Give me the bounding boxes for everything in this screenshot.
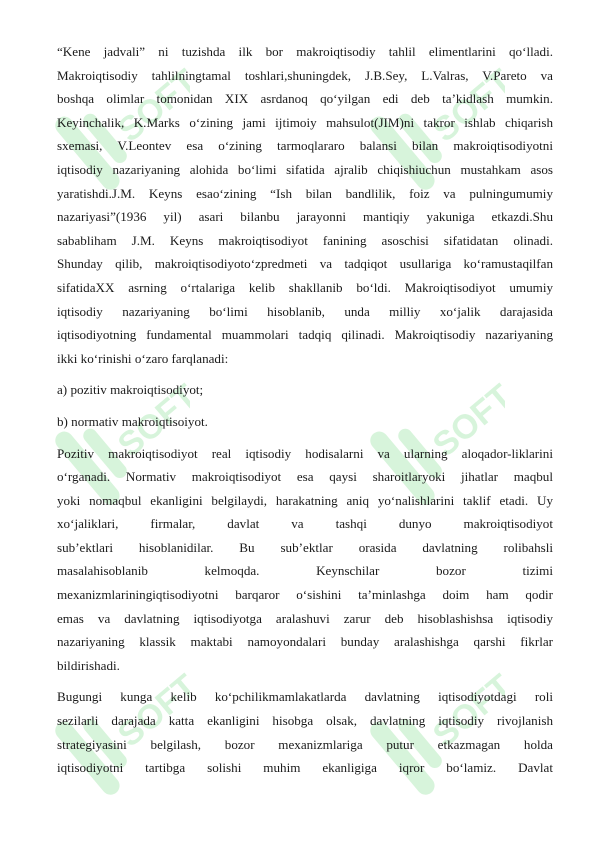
- text-line: nazariyasi”(1936 yil) asari bilanbu jarayonni mantiqiy yakuniga etkazdi.Shu: [57, 209, 553, 225]
- text-line: masalahisoblanib kelmoqda. Keynschilar bozor tizimi: [57, 563, 553, 579]
- svg-text:SOFT: SOFT: [110, 667, 190, 755]
- text-line: sxemasi, V.Leontev esa o‘zining tarmoqlararo balansi bilan makroiqtisodiyotni: [57, 138, 553, 154]
- text-line: a) pozitiv makroiqtisodiyot;: [57, 382, 204, 398]
- text-line: Keyinchalik, K.Marks o‘zining jami ijtimoiy mahsulot(JIM)ni takror ishlab chiqarish: [57, 114, 553, 130]
- text-line: b) normativ makroiqtisoiyot.: [57, 413, 208, 429]
- text-line: boshqa olimlar tomonidan XIX asrdanoq qo‘yilgan edi deb ta’kidlash mumkin.: [57, 91, 553, 107]
- paragraph: [57, 40, 553, 370]
- text-line: “Kene jadvali” ni tuzishda ilk bor makroiqtisodiy tahlil elimentlarini qo‘lladi.: [57, 44, 553, 59]
- text-line: o‘rganadi. Normativ makroiqtisodiyot esa qaysi sharoitlaryoki jihatlar maqbul: [57, 469, 553, 485]
- text-line: sababliham J.M. Keyns makroiqtisodiyot fanining asoschisi sifatidatan olinadi.: [57, 232, 553, 248]
- svg-text:SOFT: SOFT: [425, 62, 505, 150]
- svg-text:SOFT: SOFT: [110, 377, 190, 465]
- text-line: strategiyasini belgilash, bozor mexanizmlariga putur etkazmagan holda: [57, 736, 553, 752]
- text-line: emas va davlatning iqtisodiyotga aralashuvi zarur deb hisoblashishsa iqtisodiy: [57, 610, 553, 626]
- text-line: Shunday qilib, makroiqtisodiyoto‘zpredmeti va tadqiqot usullariga ko‘ramustaqilfan: [57, 256, 553, 272]
- text-line: bildirishadi.: [57, 657, 120, 673]
- text-line: Bugungi kunga kelib ko‘pchilikmamlakatlarda davlatning iqtisodiyotdagi roli: [57, 689, 553, 705]
- text-line: iqtisodiyotning fundamental muammolari tadqiq qilinadi. Makroiqtisodiy nazariyaning: [57, 327, 553, 343]
- list-item: [57, 378, 553, 402]
- text-line: nazariyaning klassik maktabi namoyondalari bunday aralashishga qarshi fikrlar: [57, 634, 553, 650]
- text-line: iqtisodiyotni tartibga solishi muhim ekanligiga iqror bo‘lamiz. Davlat: [57, 760, 553, 776]
- text-line: Makroiqtisodiy tahlilningtamal toshlari,shuningdek, J.B.Sey, L.Valras, V.Pareto va: [57, 67, 553, 83]
- text-line: yoki nomaqbul ekanligini belgilaydi, harakatning aniq yo‘nalishlarini taklif etadi. Uy: [57, 492, 553, 508]
- paragraph: [57, 442, 553, 678]
- text-line: mexanizmlariningiqtisodiyotni barqaror o‘sishini ta’minlashga doim ham qodir: [57, 587, 553, 603]
- paragraph: [57, 685, 553, 779]
- text-line: sezilarli darajada katta ekanligini hisobga olsak, davlatning iqtisodiy rivojlanish: [57, 713, 553, 729]
- text-line: iqtisodiy nazariyaning bo‘limi hisoblanib, unda milliy xo‘jalik darajasida: [57, 303, 553, 319]
- text-line: sifatidaXX asrning o‘rtalariga kelib shakllanib bo‘ldi. Makroiqtisodiyot umumiy: [57, 279, 553, 295]
- text-line: iqtisodiy nazariyaning alohida bo‘limi sifatida ajralib chiqishiuchun mustahkam asos: [57, 161, 553, 177]
- svg-text:SOFT: SOFT: [425, 667, 505, 755]
- svg-text:SOFT: SOFT: [425, 377, 505, 465]
- svg-text:SOFT: SOFT: [110, 62, 190, 150]
- text-line: yaratishdi.J.M. Keyns esao‘zining “Ish bilan bandlilik, foiz va pulningumumiy: [57, 185, 553, 201]
- document-body: [57, 40, 553, 780]
- list-item: [57, 410, 553, 434]
- text-line: ikki ko‘rinishi o‘zaro farqlanadi:: [57, 350, 229, 366]
- text-line: Pozitiv makroiqtisodiyot real iqtisodiy hodisalarni va ularning aloqador-liklarini: [57, 445, 553, 461]
- text-line: xo‘jaliklari, firmalar, davlat va tashqi dunyo makroiqtisodiyot: [57, 516, 553, 532]
- text-line: sub’ektlari hisoblanidilar. Bu sub’ektlar orasida davlatning rolibahsli: [57, 539, 553, 555]
